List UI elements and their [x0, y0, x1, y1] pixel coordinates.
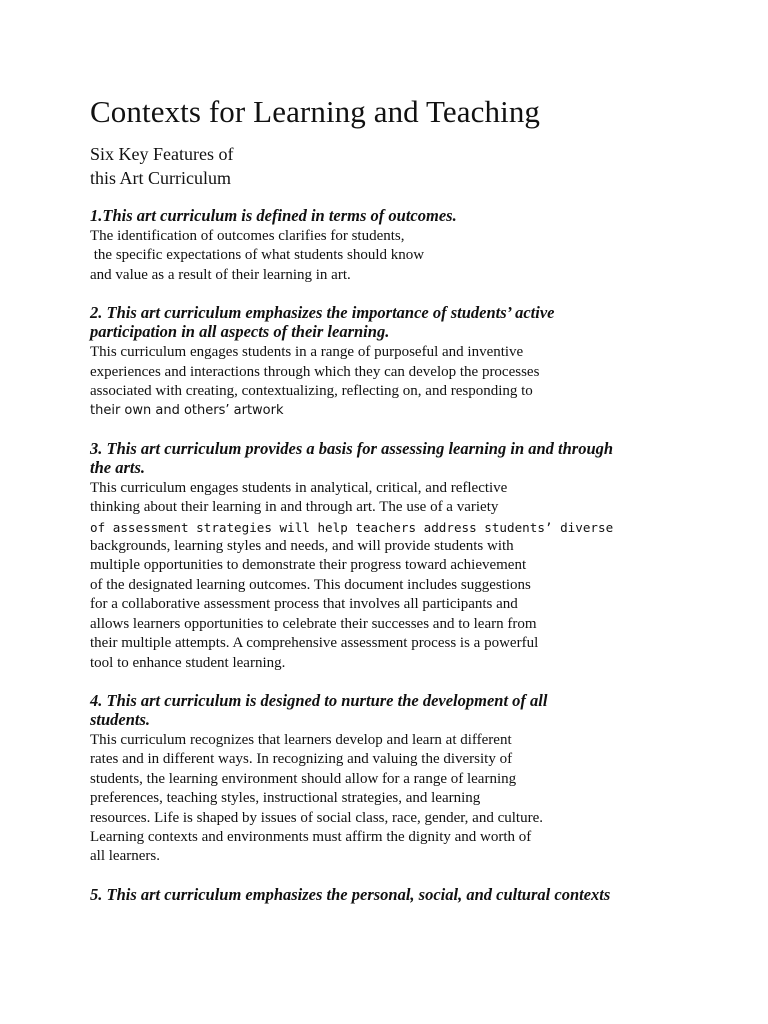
feature-section-3 — [90, 439, 690, 673]
feature-heading — [90, 303, 690, 341]
body-line: resources. Life is shaped by issues of social class, race, gender, and culture. — [90, 809, 543, 826]
body-line: the specific expectations of what students should know — [90, 247, 425, 264]
feature-body — [90, 731, 690, 867]
heading-line: 2. This art curriculum emphasizes the importance of students’ active — [90, 303, 555, 323]
feature-heading — [90, 206, 690, 225]
body-line: This curriculum engages students in analytical, critical, and reflective — [90, 479, 508, 496]
feature-section-4 — [90, 691, 690, 867]
body-line: This curriculum engages students in a range of purposeful and inventive — [90, 344, 524, 361]
feature-section-5 — [90, 885, 690, 904]
body-line: backgrounds, learning styles and needs, and will provide students with — [90, 538, 514, 555]
heading-line: participation in all aspects of their learning. — [90, 322, 390, 342]
body-line: students, the learning environment should allow for a range of learning — [90, 770, 517, 787]
body-line: for a collaborative assessment process that involves all participants and — [90, 596, 518, 613]
feature-body — [90, 479, 690, 673]
body-line: tool to enhance student learning. — [90, 654, 286, 671]
body-line: This curriculum recognizes that learners develop and learn at different — [90, 731, 512, 748]
subtitle-line: Six Key Features of — [90, 144, 234, 164]
feature-heading — [90, 439, 690, 477]
heading-line: 4. This art curriculum is designed to nurture the development of all — [90, 690, 548, 710]
feature-section-1 — [90, 206, 690, 285]
body-line: of assessment strategies will help teachers address students’ diverse — [90, 519, 614, 535]
feature-section-2 — [90, 303, 690, 421]
body-line: of the designated learning outcomes. This document includes suggestions — [90, 576, 531, 593]
heading-line: 1.This art curriculum is defined in terms of outcomes. — [90, 206, 457, 225]
page-subtitle — [90, 142, 690, 190]
document-page — [90, 92, 690, 922]
body-line: rates and in different ways. In recognizing and valuing the diversity of — [90, 751, 513, 768]
feature-heading — [90, 691, 690, 729]
body-line: The identification of outcomes clarifies for students, — [90, 228, 405, 244]
page-title: Contexts for Learning and Teaching — [90, 94, 541, 129]
body-line: preferences, teaching styles, instructional strategies, and learning — [90, 790, 481, 807]
body-line: allows learners opportunities to celebrate their successes and to learn from — [90, 615, 537, 632]
body-line: and value as a result of their learning in art. — [90, 266, 351, 283]
feature-body — [90, 343, 690, 421]
feature-body — [90, 227, 690, 285]
body-line: thinking about their learning in and through art. The use of a variety — [90, 499, 499, 516]
feature-heading — [90, 885, 690, 904]
subtitle-line: this Art Curriculum — [90, 168, 231, 188]
body-line: experiences and interactions through which they can develop the processes — [90, 363, 540, 380]
heading-line: students. — [90, 709, 151, 729]
body-line: associated with creating, contextualizing, reflecting on, and responding to — [90, 383, 533, 400]
heading-line: the arts. — [90, 457, 146, 477]
heading-line: 5. This art curriculum emphasizes the personal, social, and cultural contexts — [90, 884, 611, 904]
body-line: their multiple attempts. A comprehensive assessment process is a powerful — [90, 635, 539, 652]
body-line: all learners. — [90, 848, 160, 865]
heading-line: 3. This art curriculum provides a basis for assessing learning in and through — [90, 438, 614, 458]
body-line: Learning contexts and environments must affirm the dignity and worth of — [90, 828, 532, 845]
body-line: their own and others’ artwork — [90, 403, 284, 419]
body-line: multiple opportunities to demonstrate their progress toward achievement — [90, 557, 527, 574]
